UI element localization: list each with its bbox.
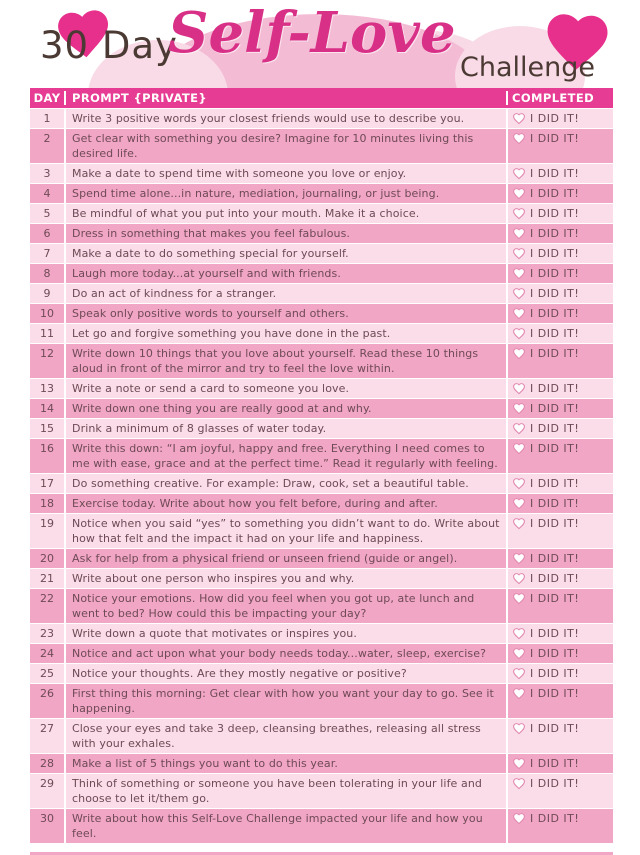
- completed-label: I DID IT!: [530, 112, 580, 125]
- table-row: [30, 283, 613, 303]
- day-cell: 17: [40, 477, 54, 490]
- table-row: [30, 378, 613, 398]
- completed-label: I DID IT!: [530, 287, 580, 300]
- heart-checkbox-icon[interactable]: [512, 382, 526, 395]
- day-cell: 16: [40, 442, 54, 455]
- table-row: [30, 623, 613, 643]
- day-cell: 22: [40, 592, 54, 605]
- prompt-cell: Notice when you said “yes” to something you didn’t want to do. Write about how that felt and the impact it had on your life and happiness.: [64, 514, 506, 548]
- heart-checkbox-icon[interactable]: [512, 132, 526, 145]
- day-cell: 11: [40, 327, 54, 340]
- heart-checkbox-icon[interactable]: [512, 497, 526, 510]
- prompt-cell: Ask for help from a physical friend or unseen friend (guide or angel).: [64, 549, 506, 568]
- table-row: [30, 493, 613, 513]
- prompt-cell: Think of something or someone you have been tolerating in your life and choose to let it/them go.: [64, 774, 506, 808]
- table-row: [30, 223, 613, 243]
- prompt-cell: Exercise today. Write about how you felt before, during and after.: [64, 494, 506, 513]
- completed-cell: [506, 224, 613, 243]
- day-cell: 4: [43, 187, 51, 200]
- day-cell: 1: [43, 112, 51, 125]
- completed-label: I DID IT!: [530, 347, 580, 360]
- completed-cell: [506, 684, 613, 718]
- heart-checkbox-icon[interactable]: [512, 187, 526, 200]
- table-row: [30, 398, 613, 418]
- day-cell: 24: [40, 647, 54, 660]
- prompt-cell: Do an act of kindness for a stranger.: [64, 284, 506, 303]
- prompt-cell: Spend time alone...in nature, mediation, journaling, or just being.: [64, 184, 506, 203]
- heart-checkbox-icon[interactable]: [512, 722, 526, 735]
- table-row: [30, 548, 613, 568]
- header-completed: COMPLETED: [506, 91, 613, 105]
- table-row: [30, 263, 613, 283]
- completed-cell: [506, 284, 613, 303]
- table-row: [30, 683, 613, 718]
- completed-label: I DID IT!: [530, 572, 580, 585]
- prompt-cell: Write down a quote that motivates or inspires you.: [64, 624, 506, 643]
- completed-cell: [506, 589, 613, 623]
- page-title-script: Self-Love: [168, 0, 456, 66]
- day-cell: 9: [43, 287, 51, 300]
- prompt-cell: Write about one person who inspires you and why.: [64, 569, 506, 588]
- completed-cell: [506, 244, 613, 263]
- day-cell: 10: [40, 307, 54, 320]
- day-cell: 7: [43, 247, 51, 260]
- completed-label: I DID IT!: [530, 687, 580, 700]
- heart-checkbox-icon[interactable]: [512, 812, 526, 825]
- prompt-cell: Drink a minimum of 8 glasses of water today.: [64, 419, 506, 438]
- table-row: [30, 128, 613, 163]
- completed-cell: [506, 204, 613, 223]
- completed-cell: [506, 754, 613, 773]
- day-cell: 21: [40, 572, 54, 585]
- completed-label: I DID IT!: [530, 627, 580, 640]
- completed-label: I DID IT!: [530, 592, 580, 605]
- day-cell: 12: [40, 347, 54, 360]
- completed-label: I DID IT!: [530, 167, 580, 180]
- completed-cell: [506, 419, 613, 438]
- completed-label: I DID IT!: [530, 382, 580, 395]
- heart-checkbox-icon[interactable]: [512, 287, 526, 300]
- prompt-cell: Notice and act upon what your body needs today...water, sleep, exercise?: [64, 644, 506, 663]
- prompt-cell: Notice your thoughts. Are they mostly negative or positive?: [64, 664, 506, 683]
- completed-cell: [506, 324, 613, 343]
- heart-checkbox-icon[interactable]: [512, 402, 526, 415]
- completed-label: I DID IT!: [530, 187, 580, 200]
- challenge-table-body: [30, 108, 613, 843]
- day-cell: 6: [43, 227, 51, 240]
- heart-checkbox-icon[interactable]: [512, 167, 526, 180]
- heart-checkbox-icon[interactable]: [512, 757, 526, 770]
- prompt-cell: Be mindful of what you put into your mouth. Make it a choice.: [64, 204, 506, 223]
- page-title-suffix: Challenge: [460, 52, 595, 83]
- table-row: [30, 753, 613, 773]
- prompt-cell: Do something creative. For example: Draw, cook, set a beautiful table.: [64, 474, 506, 493]
- table-row: [30, 718, 613, 753]
- heart-checkbox-icon[interactable]: [512, 347, 526, 360]
- completed-cell: [506, 379, 613, 398]
- day-cell: 8: [43, 267, 51, 280]
- completed-cell: [506, 109, 613, 128]
- completed-label: I DID IT!: [530, 667, 580, 680]
- completed-label: I DID IT!: [530, 442, 580, 455]
- table-row: [30, 473, 613, 493]
- table-row: [30, 513, 613, 548]
- prompt-cell: Dress in something that makes you feel fabulous.: [64, 224, 506, 243]
- prompt-cell: Write this down: “I am joyful, happy and free. Everything I need comes to me with ease, grace and at the perfect time.” Read it regularly with feeling.: [64, 439, 506, 473]
- table-row: [30, 183, 613, 203]
- completed-label: I DID IT!: [530, 132, 580, 145]
- prompt-cell: Get clear with something you desire? Imagine for 10 minutes living this desired life.: [64, 129, 506, 163]
- heart-checkbox-icon[interactable]: [512, 667, 526, 680]
- completed-cell: [506, 644, 613, 663]
- prompt-cell: Let go and forgive something you have done in the past.: [64, 324, 506, 343]
- completed-label: I DID IT!: [530, 517, 580, 530]
- day-cell: 25: [40, 667, 54, 680]
- prompt-cell: Make a date to do something special for yourself.: [64, 244, 506, 263]
- completed-label: I DID IT!: [530, 552, 580, 565]
- completed-label: I DID IT!: [530, 227, 580, 240]
- completed-label: I DID IT!: [530, 247, 580, 260]
- completed-label: I DID IT!: [530, 647, 580, 660]
- day-cell: 14: [40, 402, 54, 415]
- day-cell: 13: [40, 382, 54, 395]
- completed-label: I DID IT!: [530, 812, 580, 825]
- prompt-cell: Write down one thing you are really good at and why.: [64, 399, 506, 418]
- table-row: [30, 163, 613, 183]
- completed-label: I DID IT!: [530, 267, 580, 280]
- day-cell: 20: [40, 552, 54, 565]
- completed-label: I DID IT!: [530, 422, 580, 435]
- table-header: [30, 88, 613, 108]
- heart-checkbox-icon[interactable]: [512, 422, 526, 435]
- heart-checkbox-icon[interactable]: [512, 592, 526, 605]
- completed-cell: [506, 809, 613, 843]
- day-cell: 29: [40, 777, 54, 790]
- table-row: [30, 663, 613, 683]
- completed-cell: [506, 129, 613, 163]
- heart-checkbox-icon[interactable]: [512, 247, 526, 260]
- table-row: [30, 773, 613, 808]
- day-cell: 2: [43, 132, 51, 145]
- completed-label: I DID IT!: [530, 497, 580, 510]
- challenge-table: [30, 88, 613, 843]
- day-cell: 3: [43, 167, 51, 180]
- heart-checkbox-icon[interactable]: [512, 307, 526, 320]
- day-cell: 30: [40, 812, 54, 825]
- table-row: [30, 303, 613, 323]
- heart-checkbox-icon[interactable]: [512, 687, 526, 700]
- completed-cell: [506, 774, 613, 808]
- heart-checkbox-icon[interactable]: [512, 227, 526, 240]
- completed-label: I DID IT!: [530, 402, 580, 415]
- heart-checkbox-icon[interactable]: [512, 627, 526, 640]
- completed-cell: [506, 549, 613, 568]
- completed-cell: [506, 304, 613, 323]
- completed-cell: [506, 494, 613, 513]
- completed-cell: [506, 624, 613, 643]
- day-cell: 15: [40, 422, 54, 435]
- heart-checkbox-icon[interactable]: [512, 207, 526, 220]
- table-row: [30, 203, 613, 223]
- header-day: DAY: [33, 91, 61, 105]
- table-row: [30, 418, 613, 438]
- completed-cell: [506, 719, 613, 753]
- completed-cell: [506, 184, 613, 203]
- day-cell: 5: [43, 207, 51, 220]
- heart-checkbox-icon[interactable]: [512, 572, 526, 585]
- completed-label: I DID IT!: [530, 757, 580, 770]
- prompt-cell: Close your eyes and take 3 deep, cleansing breathes, releasing all stress with your exhales.: [64, 719, 506, 753]
- completed-cell: [506, 569, 613, 588]
- prompt-cell: Write a note or send a card to someone you love.: [64, 379, 506, 398]
- heart-checkbox-icon[interactable]: [512, 267, 526, 280]
- day-cell: 23: [40, 627, 54, 640]
- day-cell: 19: [40, 517, 54, 530]
- table-row: [30, 343, 613, 378]
- completed-label: I DID IT!: [530, 777, 580, 790]
- day-cell: 28: [40, 757, 54, 770]
- table-row: [30, 808, 613, 843]
- prompt-cell: Make a list of 5 things you want to do this year.: [64, 754, 506, 773]
- completed-cell: [506, 474, 613, 493]
- prompt-cell: Make a date to spend time with someone you love or enjoy.: [64, 164, 506, 183]
- heart-checkbox-icon[interactable]: [512, 112, 526, 125]
- table-row: [30, 438, 613, 473]
- completed-label: I DID IT!: [530, 327, 580, 340]
- heart-checkbox-icon[interactable]: [512, 517, 526, 530]
- completed-cell: [506, 664, 613, 683]
- completed-cell: [506, 514, 613, 548]
- completed-cell: [506, 439, 613, 473]
- prompt-cell: Write down 10 things that you love about yourself. Read these 10 things aloud in front of the mirror and try to feel the love within.: [64, 344, 506, 378]
- day-cell: 18: [40, 497, 54, 510]
- heart-checkbox-icon[interactable]: [512, 477, 526, 490]
- heart-checkbox-icon[interactable]: [512, 442, 526, 455]
- completed-cell: [506, 264, 613, 283]
- day-cell: 26: [40, 687, 54, 700]
- heart-checkbox-icon[interactable]: [512, 647, 526, 660]
- page-title-prefix: 30 Day: [40, 24, 178, 67]
- table-row: [30, 323, 613, 343]
- prompt-cell: Laugh more today...at yourself and with friends.: [64, 264, 506, 283]
- completed-label: I DID IT!: [530, 477, 580, 490]
- heart-checkbox-icon[interactable]: [512, 777, 526, 790]
- table-row: [30, 588, 613, 623]
- completed-cell: [506, 344, 613, 378]
- completed-label: I DID IT!: [530, 722, 580, 735]
- heart-checkbox-icon[interactable]: [512, 552, 526, 565]
- completed-cell: [506, 399, 613, 418]
- table-row: [30, 568, 613, 588]
- prompt-cell: Notice your emotions. How did you feel when you got up, ate lunch and went to bed? How could this be impacting your day?: [64, 589, 506, 623]
- prompt-cell: Write about how this Self-Love Challenge impacted your life and how you feel.: [64, 809, 506, 843]
- header-prompt: PROMPT {PRIVATE}: [64, 91, 506, 105]
- heart-checkbox-icon[interactable]: [512, 327, 526, 340]
- prompt-cell: Speak only positive words to yourself and others.: [64, 304, 506, 323]
- completed-cell: [506, 164, 613, 183]
- table-row: [30, 243, 613, 263]
- completed-label: I DID IT!: [530, 307, 580, 320]
- day-cell: 27: [40, 722, 54, 735]
- table-row: [30, 108, 613, 128]
- banner: [0, 0, 640, 88]
- prompt-cell: Write 3 positive words your closest friends would use to describe you.: [64, 109, 506, 128]
- prompt-cell: First thing this morning: Get clear with how you want your day to go. See it happening.: [64, 684, 506, 718]
- completed-label: I DID IT!: [530, 207, 580, 220]
- table-row: [30, 643, 613, 663]
